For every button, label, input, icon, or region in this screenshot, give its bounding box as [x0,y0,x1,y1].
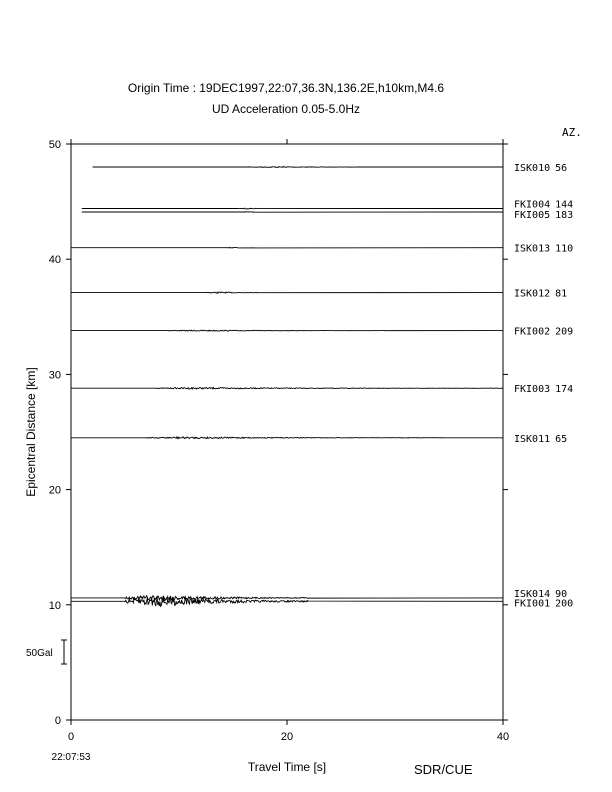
station-azimuth: 81 [555,288,568,300]
station-name: FKI003 [514,384,551,396]
seismogram-traces [71,167,503,607]
station-name: FKI001 [514,598,551,610]
station-azimuth: 174 [555,384,574,396]
x-tick-label: 0 [67,731,75,743]
station-label-isk012 [514,289,567,300]
station-label-isk010 [514,163,567,174]
station-name: ISK010 [514,163,551,174]
station-label-fki005 [514,210,573,221]
trace-fki004 [82,208,503,209]
x-axis-ticks [68,139,509,743]
station-azimuth: 56 [555,163,568,174]
station-name: FKI005 [514,210,551,221]
credit-label: SDR/CUE [414,762,473,777]
station-azimuth: 209 [555,326,574,338]
trace-isk010 [93,167,503,168]
x-tick-label: 20 [280,731,294,743]
azimuth-header: AZ. [562,126,582,139]
station-name: ISK011 [514,433,551,445]
station-label-fki002 [514,327,573,338]
station-label-fki004 [514,200,573,211]
y-tick-label: 30 [48,369,61,382]
y-axis-label: Epicentral Distance [km] [24,367,38,497]
station-azimuth: 90 [555,588,568,600]
station-label-fki001 [514,598,573,609]
amplitude-scale-label: 50Gal [26,648,53,659]
y-tick-label: 40 [48,254,61,267]
station-azimuth: 110 [555,243,574,255]
station-azimuth: 183 [555,210,574,221]
station-name: FKI002 [514,326,551,338]
start-time-label: 22:07:53 [51,752,91,763]
station-azimuth: 65 [555,433,568,445]
trace-isk013 [71,247,503,248]
y-axis-ticks [49,139,508,727]
station-name: FKI004 [514,199,551,211]
trace-fki003 [71,387,503,389]
trace-isk011 [71,437,503,439]
amplitude-scale-bar [61,640,67,664]
station-name: ISK013 [514,243,551,255]
trace-isk012 [71,292,503,293]
y-tick-label: 10 [48,599,61,612]
trace-fki002 [71,330,503,331]
x-tick-label: 40 [496,731,510,743]
station-labels [514,163,573,609]
station-name: ISK012 [514,288,551,300]
plot-frame [71,144,503,720]
station-label-isk011 [514,434,567,445]
trace-fki005 [82,212,503,213]
y-tick-label: 20 [48,484,61,497]
y-tick-label: 0 [54,715,61,727]
chart-title-line2: UD Acceleration 0.05-5.0Hz [211,102,361,116]
y-tick-label: 50 [48,139,61,151]
station-azimuth: 144 [555,199,574,211]
station-azimuth: 200 [555,598,574,610]
station-label-isk013 [514,244,573,255]
x-axis-label: Travel Time [s] [247,760,327,774]
station-name: ISK014 [514,588,551,600]
chart-title-line1: Origin Time : 19DEC1997,22:07,36.3N,136.2E,h10km,M4.6 [127,81,445,95]
station-label-fki003 [514,384,573,395]
